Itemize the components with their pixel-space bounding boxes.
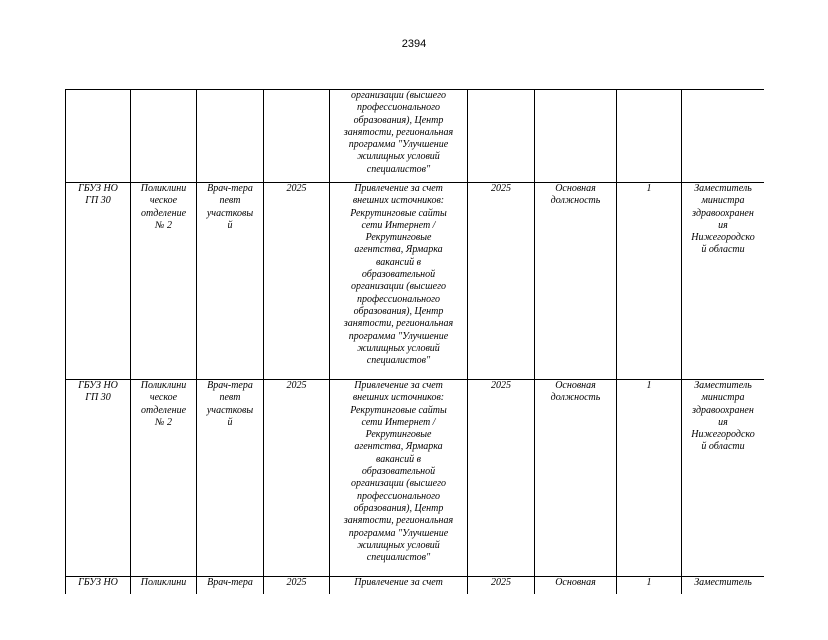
cell-measures: Привлечение за счет внешних источников: Рекрутинговые сайты сети Интернет / Рекрутинговые агентства, Ярмарка вакансий в образовательной организации (высшего профессионального образования), Центр занятости, региональная программа "Улучшение жилищных условий специалистов" — [330, 380, 468, 577]
cell-department: Поликлини — [131, 577, 197, 595]
cell-deadline: 2025 — [468, 380, 535, 577]
cell-organization: ГБУЗ НО ГП 30 — [66, 380, 131, 577]
cell-measures: организации (высшего профессионального образования), Центр занятости, региональная программа "Улучшение жилищных условий специалистов" — [330, 90, 468, 183]
cell-responsible: Заместитель — [682, 577, 765, 595]
cell-organization: ГБУЗ НО ГП 30 — [66, 183, 131, 380]
cell-position — [197, 90, 264, 183]
page-number: 2394 — [401, 38, 427, 50]
cell-year: 2025 — [264, 577, 330, 595]
cell-deadline — [468, 90, 535, 183]
document-table-wrapper — [65, 89, 764, 594]
cell-department: Поликлини ческое отделение № 2 — [131, 183, 197, 380]
cell-position: Врач-тера — [197, 577, 264, 595]
cell-department — [131, 90, 197, 183]
table-row — [66, 183, 765, 380]
cell-responsible — [682, 90, 765, 183]
cell-employment-type: Основная — [535, 577, 617, 595]
cell-responsible: Заместитель министра здравоохранен ия Нижегородско й области — [682, 183, 765, 380]
table-row — [66, 577, 765, 595]
cell-deadline: 2025 — [468, 183, 535, 380]
cell-employment-type — [535, 90, 617, 183]
cell-measures: Привлечение за счет — [330, 577, 468, 595]
cell-count: 1 — [617, 380, 682, 577]
cell-organization: ГБУЗ НО — [66, 577, 131, 595]
table-row — [66, 380, 765, 577]
cell-year: 2025 — [264, 380, 330, 577]
cell-position: Врач-тера певт участковы й — [197, 183, 264, 380]
cell-responsible: Заместитель министра здравоохранен ия Нижегородско й области — [682, 380, 765, 577]
cell-count — [617, 90, 682, 183]
recruitment-plan-table — [65, 89, 764, 594]
cell-deadline: 2025 — [468, 577, 535, 595]
cell-position: Врач-тера певт участковы й — [197, 380, 264, 577]
cell-count: 1 — [617, 577, 682, 595]
cell-department: Поликлини ческое отделение № 2 — [131, 380, 197, 577]
table-row — [66, 90, 765, 183]
cell-year: 2025 — [264, 183, 330, 380]
cell-organization — [66, 90, 131, 183]
cell-employment-type: Основная должность — [535, 380, 617, 577]
cell-employment-type: Основная должность — [535, 183, 617, 380]
cell-count: 1 — [617, 183, 682, 380]
cell-year — [264, 90, 330, 183]
cell-measures: Привлечение за счет внешних источников: Рекрутинговые сайты сети Интернет / Рекрутинговые агентства, Ярмарка вакансий в образовательной организации (высшего профессионального образования), Центр занятости, региональная программа "Улучшение жилищных условий специалистов" — [330, 183, 468, 380]
